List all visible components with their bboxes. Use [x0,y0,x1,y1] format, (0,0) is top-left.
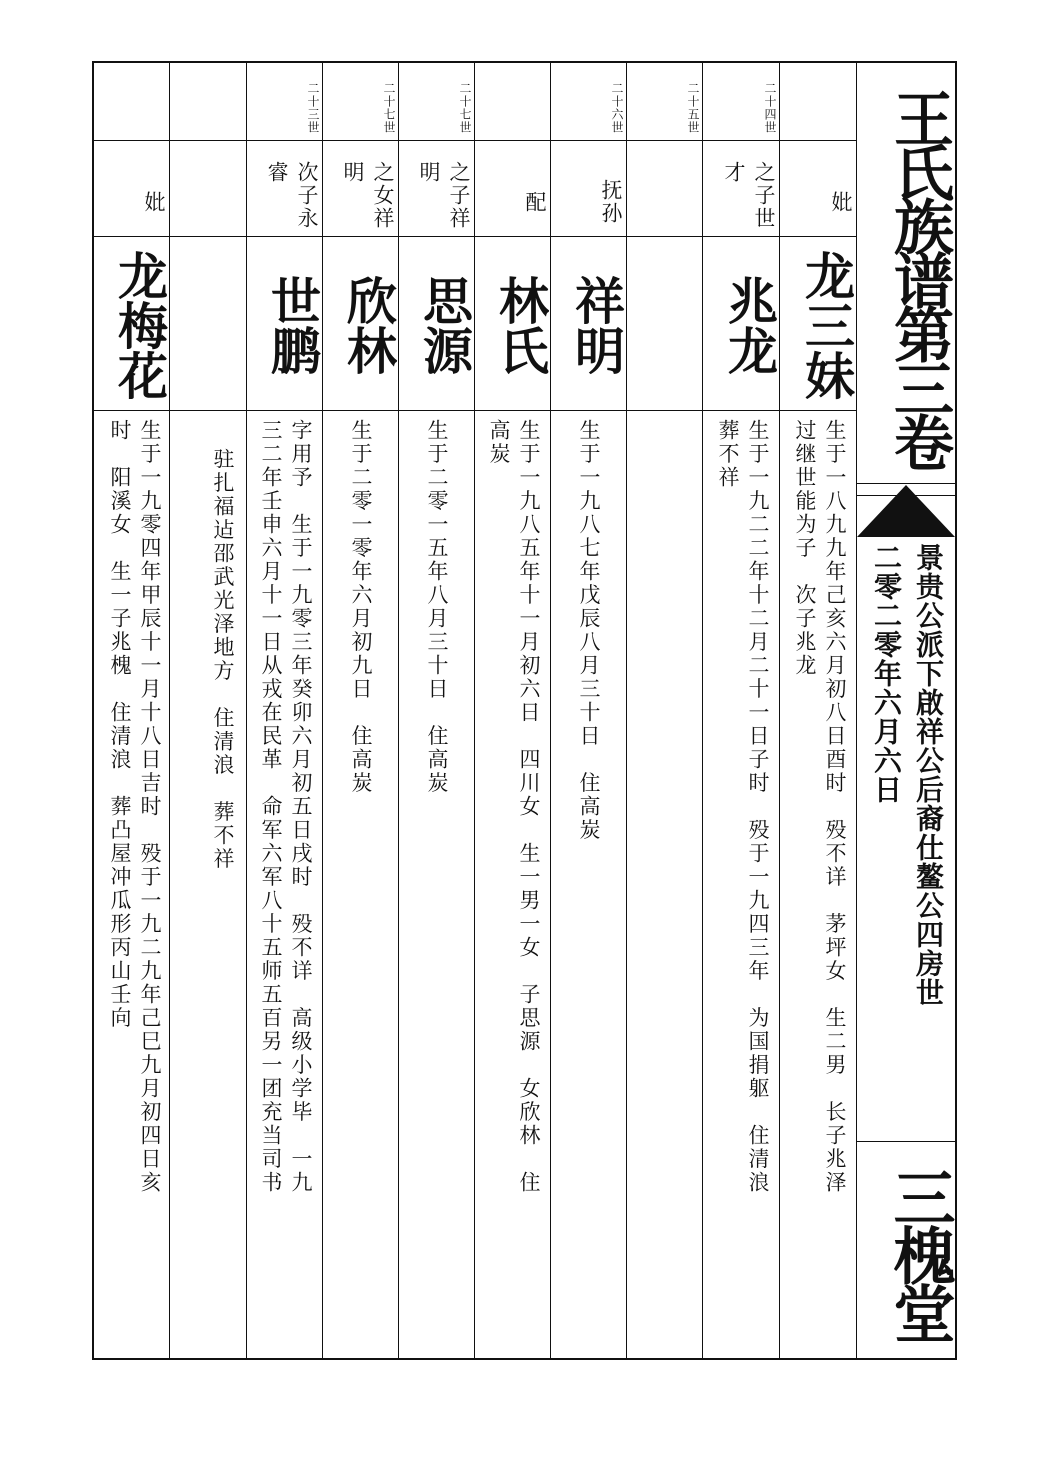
relation-label: 妣 [142,190,166,214]
generation-label: 二十七世 [382,82,396,134]
genealogy-page [92,61,957,1360]
biography-text-continued: 时 阳溪女 生一子兆槐 住清浪 葬凸屋冲瓜形丙山壬向 [108,419,132,1030]
biography-text-continued: 过继世能为子 次子兆龙 [793,419,817,678]
book-title: 王氏族谱第三卷 [884,88,954,466]
divider-triangle [857,485,955,537]
generation-label: 二十四世 [763,82,777,134]
biography-text: 生于二零一零年六月初九日 住高炭 [349,419,373,795]
column-empty-25 [627,63,703,1358]
generation-label: 二十五世 [686,82,700,134]
column-xinlin [323,63,399,1358]
generation-label: 二十六世 [610,82,624,134]
generation-label: 二十七世 [458,82,472,134]
column-longsanmei [780,63,857,1358]
relation-label: 次子永睿 [265,161,319,230]
relation-label: 之子祥明 [417,161,471,230]
relation-label: 配 [523,190,547,214]
person-name: 思源 [415,275,473,375]
biography-text: 生于二零一五年八月三十日 住高炭 [425,419,449,795]
column-longmeihua [94,63,170,1358]
person-name: 祥明 [567,275,625,375]
biography-text: 生于一九二二年十二月二十一日子时 殁于一九四三年 为国捐躯 住清浪 [746,419,770,1195]
column-linshi [475,63,551,1358]
relation-label: 抚孙 [599,179,623,225]
person-name: 兆龙 [720,275,778,375]
generation-label [780,75,856,141]
biography-text: 字用予 生于一九零三年癸卯六月初五日戌时 殁不详 高级小学毕 一九 [289,419,313,1195]
generation-label [475,75,550,141]
biography-text-continued: 高炭 [487,419,511,466]
person-name: 欣林 [339,275,397,375]
column-shipeng [247,63,323,1358]
biography-text: 生于一九八七年戊辰八月三十日 住高炭 [577,419,601,842]
compiled-date: 二零二零年六月六日 [870,543,903,804]
person-name: 龙三妹 [797,250,855,400]
relation-label: 之子世才 [722,161,776,230]
biography-text: 生于一九零四年甲辰十一月十八日吉时 殁于一九二九年己巳九月初四日亥 [138,419,162,1195]
relation-label: 之女祥明 [341,161,395,230]
person-name: 林氏 [491,275,549,375]
column-xiangming [551,63,627,1358]
lineage-subtitle: 景贵公派下啟祥公后裔仕鳌公四房世 [912,543,945,1007]
person-name: 世鹏 [263,275,321,375]
hall-name: 三槐堂 [883,1166,956,1340]
title-divider-top [857,483,955,484]
biography-text-continued: 驻扎福迠邵武光泽地方 住清浪 葬不祥 [211,448,235,871]
generation-label [94,75,169,141]
title-divider-bottom [857,495,955,496]
column-zhaolong [703,63,780,1358]
column-continuation [170,63,247,1358]
hall-divider [857,1141,955,1142]
biography-text: 生于一八九九年己亥六月初八日酉时 殁不详 茅坪女 生二男 长子兆泽 [823,419,847,1195]
column-siyuan [399,63,475,1358]
relation-label: 妣 [829,190,853,214]
biography-text: 生于一九八五年十一月初六日 四川女 生一男一女 子思源 女欣林 住 [517,419,541,1195]
generation-label: 二十三世 [306,82,320,134]
person-name: 龙梅花 [110,250,168,400]
biography-text-continued: 葬不祥 [716,419,740,490]
biography-text-continued: 三二年壬申六月十一日从戎在民革 命军六军八十五师五百另一团充当司书 [259,419,283,1195]
title-panel [857,63,955,1358]
